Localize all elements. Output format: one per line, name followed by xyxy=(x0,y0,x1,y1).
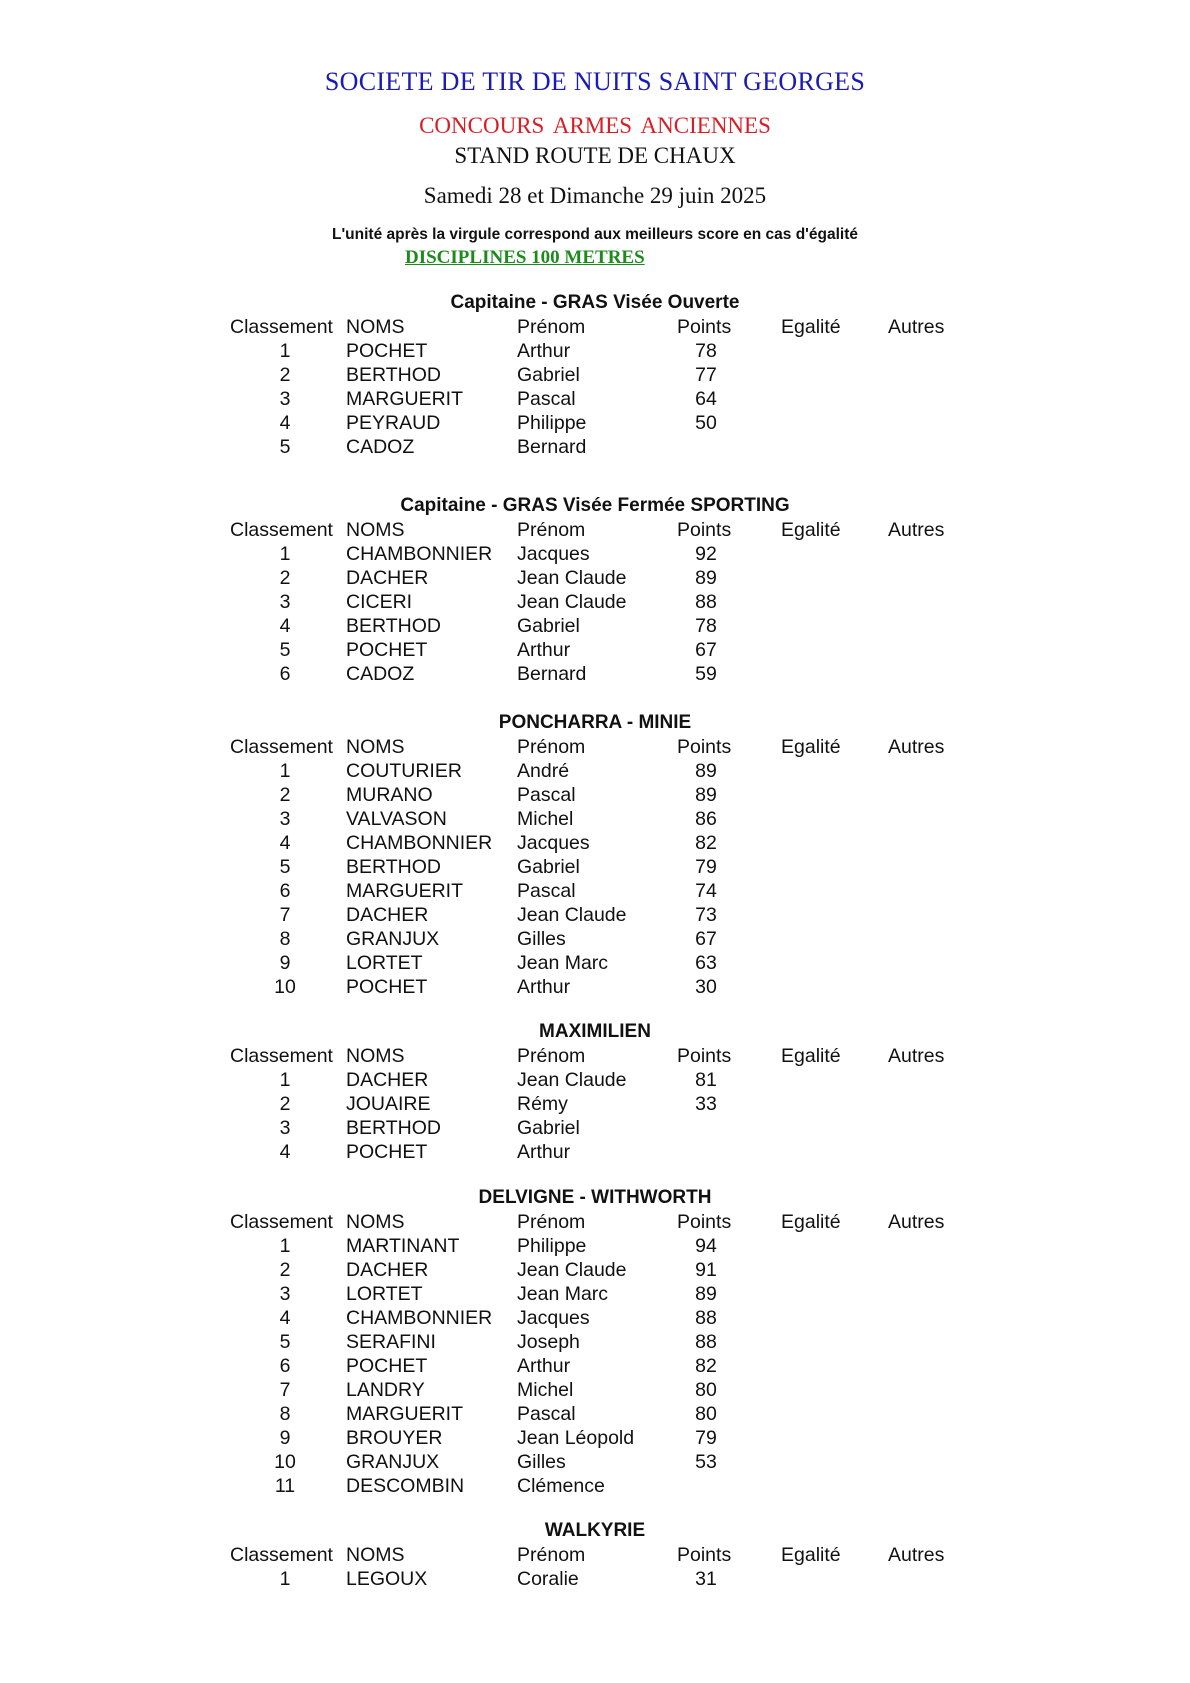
table-row xyxy=(0,1426,1190,1450)
section-title: Capitaine - GRAS Visée Fermée SPORTING xyxy=(400,495,790,516)
rank-cell: 7 xyxy=(279,904,291,926)
prenom-cell: Philippe xyxy=(517,1235,587,1257)
rank-cell: 2 xyxy=(279,567,291,589)
nom-cell: SERAFINI xyxy=(346,1331,436,1353)
column-header-prenom: Prénom xyxy=(517,1544,586,1566)
prenom-cell: Jean Claude xyxy=(517,1069,627,1091)
prenom-cell: Gilles xyxy=(517,928,566,950)
table-row xyxy=(0,638,1190,662)
nom-cell: VALVASON xyxy=(346,808,447,830)
contest-title: CONCOURS ARMES ANCIENNES xyxy=(419,113,771,138)
table-header-row xyxy=(0,1543,1190,1567)
prenom-cell: Jean Léopold xyxy=(517,1427,635,1449)
column-header-rank: Classement xyxy=(230,1211,333,1233)
table-row xyxy=(0,1378,1190,1402)
column-header-autres: Autres xyxy=(888,1211,945,1233)
column-header-autres: Autres xyxy=(888,736,945,758)
prenom-cell: André xyxy=(517,760,570,782)
rank-cell: 4 xyxy=(279,1307,291,1329)
points-cell: 64 xyxy=(695,388,717,410)
column-header-egalite: Egalité xyxy=(781,1045,841,1067)
prenom-cell: Rémy xyxy=(517,1093,568,1115)
points-cell: 53 xyxy=(695,1451,717,1473)
column-header-egalite: Egalité xyxy=(781,519,841,541)
nom-cell: CADOZ xyxy=(346,436,415,458)
column-header-points: Points xyxy=(677,1045,732,1067)
nom-cell: MURANO xyxy=(346,784,433,806)
table-row xyxy=(0,363,1190,387)
disciplines-heading: DISCIPLINES 100 METRES xyxy=(405,247,645,268)
prenom-cell: Gabriel xyxy=(517,1117,580,1139)
nom-cell: POCHET xyxy=(346,639,428,661)
table-row xyxy=(0,951,1190,975)
prenom-cell: Gabriel xyxy=(517,856,580,878)
rank-cell: 3 xyxy=(279,1117,291,1139)
points-cell: 89 xyxy=(695,567,717,589)
rank-cell: 3 xyxy=(279,1283,291,1305)
rank-cell: 9 xyxy=(279,1427,291,1449)
nom-cell: LORTET xyxy=(346,1283,423,1305)
rank-cell: 2 xyxy=(279,364,291,386)
prenom-cell: Jean Claude xyxy=(517,567,627,589)
dates-title: Samedi 28 et Dimanche 29 juin 2025 xyxy=(423,183,767,208)
points-cell: 86 xyxy=(695,808,717,830)
nom-cell: MARGUERIT xyxy=(346,388,463,410)
table-row xyxy=(0,1234,1190,1258)
points-cell: 67 xyxy=(695,639,717,661)
table-row xyxy=(0,1092,1190,1116)
rank-cell: 7 xyxy=(279,1379,291,1401)
section-title: PONCHARRA - MINIE xyxy=(498,712,692,733)
table-row xyxy=(0,1402,1190,1426)
rank-cell: 4 xyxy=(279,832,291,854)
points-cell: 80 xyxy=(695,1403,717,1425)
nom-cell: PEYRAUD xyxy=(346,412,441,434)
nom-cell: LANDRY xyxy=(346,1379,425,1401)
column-header-points: Points xyxy=(677,736,732,758)
rank-cell: 3 xyxy=(279,388,291,410)
points-cell: 78 xyxy=(695,615,717,637)
prenom-cell: Jacques xyxy=(517,832,590,854)
table-row xyxy=(0,590,1190,614)
column-header-points: Points xyxy=(677,1211,732,1233)
nom-cell: DACHER xyxy=(346,567,429,589)
table-row xyxy=(0,1474,1190,1498)
table-row xyxy=(0,339,1190,363)
rank-cell: 6 xyxy=(279,1355,291,1377)
table-header-row xyxy=(0,735,1190,759)
prenom-cell: Arthur xyxy=(517,1355,571,1377)
nom-cell: GRANJUX xyxy=(346,928,440,950)
nom-cell: BERTHOD xyxy=(346,364,441,386)
points-cell: 92 xyxy=(695,543,717,565)
nom-cell: POCHET xyxy=(346,1141,428,1163)
rank-cell: 8 xyxy=(279,928,291,950)
points-cell: 79 xyxy=(695,1427,717,1449)
table-header-row xyxy=(0,1210,1190,1234)
rank-cell: 1 xyxy=(279,760,291,782)
column-header-egalite: Egalité xyxy=(781,1211,841,1233)
nom-cell: MARTINANT xyxy=(346,1235,460,1257)
nom-cell: MARGUERIT xyxy=(346,1403,463,1425)
column-header-egalite: Egalité xyxy=(781,316,841,338)
society-title: SOCIETE DE TIR DE NUITS SAINT GEORGES xyxy=(324,67,866,96)
table-header-row xyxy=(0,1044,1190,1068)
prenom-cell: Philippe xyxy=(517,412,587,434)
table-row xyxy=(0,927,1190,951)
table-row xyxy=(0,807,1190,831)
prenom-cell: Michel xyxy=(517,808,574,830)
points-cell: 78 xyxy=(695,340,717,362)
column-header-points: Points xyxy=(677,316,732,338)
rank-cell: 6 xyxy=(279,663,291,685)
column-header-prenom: Prénom xyxy=(517,316,586,338)
prenom-cell: Pascal xyxy=(517,784,576,806)
column-header-autres: Autres xyxy=(888,1544,945,1566)
points-cell: 88 xyxy=(695,591,717,613)
column-header-prenom: Prénom xyxy=(517,1045,586,1067)
prenom-cell: Arthur xyxy=(517,340,571,362)
table-row xyxy=(0,566,1190,590)
prenom-cell: Gilles xyxy=(517,1451,566,1473)
points-cell: 74 xyxy=(695,880,717,902)
nom-cell: CHAMBONNIER xyxy=(346,1307,493,1329)
rank-cell: 1 xyxy=(279,1568,291,1590)
points-cell: 30 xyxy=(695,976,717,998)
prenom-cell: Jean Claude xyxy=(517,591,627,613)
column-header-points: Points xyxy=(677,1544,732,1566)
table-row xyxy=(0,411,1190,435)
points-cell: 88 xyxy=(695,1331,717,1353)
points-cell: 94 xyxy=(695,1235,717,1257)
result-section xyxy=(0,710,1190,999)
table-header-row xyxy=(0,315,1190,339)
table-row xyxy=(0,783,1190,807)
table-row xyxy=(0,1354,1190,1378)
nom-cell: POCHET xyxy=(346,976,428,998)
prenom-cell: Jean Claude xyxy=(517,1259,627,1281)
column-header-nom: NOMS xyxy=(346,316,405,338)
column-header-rank: Classement xyxy=(230,1045,333,1067)
points-cell: 67 xyxy=(695,928,717,950)
prenom-cell: Clémence xyxy=(517,1475,605,1497)
result-section xyxy=(0,1185,1190,1498)
section-title: MAXIMILIEN xyxy=(539,1021,651,1042)
prenom-cell: Jean Claude xyxy=(517,904,627,926)
rank-cell: 2 xyxy=(279,784,291,806)
rank-cell: 3 xyxy=(279,808,291,830)
nom-cell: MARGUERIT xyxy=(346,880,463,902)
points-cell: 89 xyxy=(695,784,717,806)
table-row xyxy=(0,855,1190,879)
table-header-row xyxy=(0,518,1190,542)
column-header-rank: Classement xyxy=(230,519,333,541)
nom-cell: CICERI xyxy=(346,591,413,613)
rank-cell: 5 xyxy=(279,639,291,661)
table-row xyxy=(0,1567,1190,1591)
nom-cell: CHAMBONNIER xyxy=(346,832,493,854)
prenom-cell: Arthur xyxy=(517,976,571,998)
points-cell: 33 xyxy=(695,1093,717,1115)
points-cell: 50 xyxy=(695,412,717,434)
table-row xyxy=(0,662,1190,686)
table-row xyxy=(0,387,1190,411)
table-row xyxy=(0,879,1190,903)
points-cell: 89 xyxy=(695,1283,717,1305)
rank-cell: 6 xyxy=(279,880,291,902)
result-section xyxy=(0,493,1190,686)
rank-cell: 2 xyxy=(279,1093,291,1115)
column-header-prenom: Prénom xyxy=(517,519,586,541)
table-row xyxy=(0,1116,1190,1140)
prenom-cell: Pascal xyxy=(517,880,576,902)
rank-cell: 2 xyxy=(279,1259,291,1281)
table-row xyxy=(0,542,1190,566)
prenom-cell: Michel xyxy=(517,1379,574,1401)
prenom-cell: Arthur xyxy=(517,639,571,661)
prenom-cell: Jacques xyxy=(517,543,590,565)
column-header-autres: Autres xyxy=(888,316,945,338)
rank-cell: 8 xyxy=(279,1403,291,1425)
nom-cell: LORTET xyxy=(346,952,423,974)
nom-cell: GRANJUX xyxy=(346,1451,440,1473)
column-header-rank: Classement xyxy=(230,736,333,758)
prenom-cell: Pascal xyxy=(517,388,576,410)
column-header-autres: Autres xyxy=(888,519,945,541)
points-cell: 89 xyxy=(695,760,717,782)
tie-break-note: L'unité après la virgule correspond aux meilleurs score en cas d'égalité xyxy=(332,226,858,243)
column-header-points: Points xyxy=(677,519,732,541)
rank-cell: 1 xyxy=(279,543,291,565)
rank-cell: 10 xyxy=(274,976,296,998)
nom-cell: BERTHOD xyxy=(346,1117,441,1139)
column-header-nom: NOMS xyxy=(346,1045,405,1067)
nom-cell: DESCOMBIN xyxy=(346,1475,465,1497)
column-header-nom: NOMS xyxy=(346,1211,405,1233)
table-row xyxy=(0,614,1190,638)
prenom-cell: Coralie xyxy=(517,1568,579,1590)
nom-cell: CHAMBONNIER xyxy=(346,543,493,565)
table-row xyxy=(0,1306,1190,1330)
prenom-cell: Jean Marc xyxy=(517,1283,609,1305)
prenom-cell: Jean Marc xyxy=(517,952,609,974)
prenom-cell: Bernard xyxy=(517,436,587,458)
prenom-cell: Arthur xyxy=(517,1141,571,1163)
rank-cell: 4 xyxy=(279,412,291,434)
rank-cell: 11 xyxy=(274,1475,296,1497)
prenom-cell: Pascal xyxy=(517,1403,576,1425)
points-cell: 59 xyxy=(695,663,717,685)
table-row xyxy=(0,975,1190,999)
points-cell: 82 xyxy=(695,832,717,854)
rank-cell: 4 xyxy=(279,1141,291,1163)
prenom-cell: Jacques xyxy=(517,1307,590,1329)
rank-cell: 5 xyxy=(279,856,291,878)
nom-cell: POCHET xyxy=(346,1355,428,1377)
result-section xyxy=(0,290,1190,459)
prenom-cell: Bernard xyxy=(517,663,587,685)
points-cell: 31 xyxy=(695,1568,717,1590)
section-title: DELVIGNE - WITHWORTH xyxy=(478,1187,712,1208)
points-cell: 81 xyxy=(695,1069,717,1091)
column-header-nom: NOMS xyxy=(346,519,405,541)
venue-title: STAND ROUTE DE CHAUX xyxy=(454,143,736,168)
nom-cell: JOUAIRE xyxy=(346,1093,431,1115)
rank-cell: 9 xyxy=(279,952,291,974)
table-row xyxy=(0,1282,1190,1306)
table-row xyxy=(0,1068,1190,1092)
table-row xyxy=(0,1140,1190,1164)
rank-cell: 1 xyxy=(279,1069,291,1091)
column-header-rank: Classement xyxy=(230,316,333,338)
table-row xyxy=(0,1330,1190,1354)
column-header-nom: NOMS xyxy=(346,1544,405,1566)
points-cell: 73 xyxy=(695,904,717,926)
column-header-rank: Classement xyxy=(230,1544,333,1566)
points-cell: 88 xyxy=(695,1307,717,1329)
column-header-egalite: Egalité xyxy=(781,1544,841,1566)
nom-cell: DACHER xyxy=(346,1259,429,1281)
table-row xyxy=(0,759,1190,783)
table-row xyxy=(0,435,1190,459)
rank-cell: 1 xyxy=(279,1235,291,1257)
points-cell: 79 xyxy=(695,856,717,878)
nom-cell: LEGOUX xyxy=(346,1568,428,1590)
prenom-cell: Gabriel xyxy=(517,364,580,386)
nom-cell: CADOZ xyxy=(346,663,415,685)
rank-cell: 10 xyxy=(274,1451,296,1473)
nom-cell: BERTHOD xyxy=(346,615,441,637)
result-section xyxy=(0,1518,1190,1591)
rank-cell: 4 xyxy=(279,615,291,637)
rank-cell: 5 xyxy=(279,436,291,458)
points-cell: 82 xyxy=(695,1355,717,1377)
column-header-nom: NOMS xyxy=(346,736,405,758)
prenom-cell: Gabriel xyxy=(517,615,580,637)
column-header-egalite: Egalité xyxy=(781,736,841,758)
nom-cell: COUTURIER xyxy=(346,760,462,782)
nom-cell: BERTHOD xyxy=(346,856,441,878)
nom-cell: DACHER xyxy=(346,904,429,926)
nom-cell: POCHET xyxy=(346,340,428,362)
nom-cell: BROUYER xyxy=(346,1427,443,1449)
result-section xyxy=(0,1019,1190,1164)
section-title: WALKYRIE xyxy=(544,1520,646,1541)
table-row xyxy=(0,903,1190,927)
rank-cell: 5 xyxy=(279,1331,291,1353)
points-cell: 77 xyxy=(695,364,717,386)
column-header-autres: Autres xyxy=(888,1045,945,1067)
column-header-prenom: Prénom xyxy=(517,736,586,758)
points-cell: 91 xyxy=(695,1259,717,1281)
rank-cell: 3 xyxy=(279,591,291,613)
prenom-cell: Joseph xyxy=(517,1331,580,1353)
column-header-prenom: Prénom xyxy=(517,1211,586,1233)
section-title: Capitaine - GRAS Visée Ouverte xyxy=(450,292,740,313)
table-row xyxy=(0,831,1190,855)
points-cell: 80 xyxy=(695,1379,717,1401)
points-cell: 63 xyxy=(695,952,717,974)
rank-cell: 1 xyxy=(279,340,291,362)
table-row xyxy=(0,1450,1190,1474)
nom-cell: DACHER xyxy=(346,1069,429,1091)
table-row xyxy=(0,1258,1190,1282)
